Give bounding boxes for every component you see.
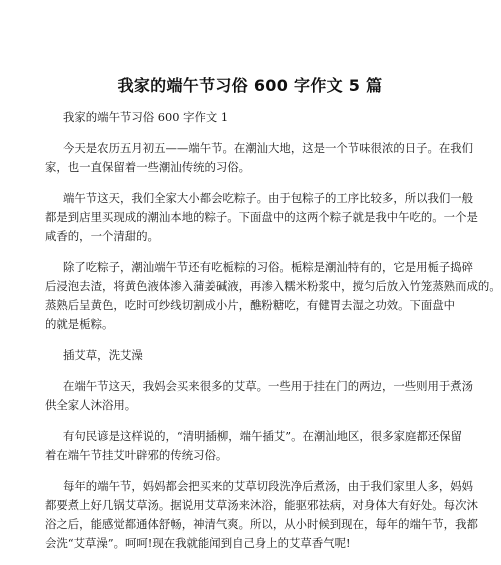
paragraph-line: 家，也一直保留着一些潮汕传统的习俗。 <box>45 160 251 174</box>
paragraph <box>45 427 462 465</box>
paragraph-line: 浴之后，能感觉都通体舒畅，神清气爽。所以，从小时候到现在，每年的端午节，我都 <box>45 517 478 531</box>
document-body <box>45 108 501 565</box>
paragraph-line: 插艾草，洗艾澡 <box>63 348 143 362</box>
paragraph <box>45 189 478 246</box>
section-heading <box>63 108 458 127</box>
paragraph <box>45 377 474 415</box>
paragraph <box>45 258 501 334</box>
paragraph <box>45 139 474 177</box>
paragraph-line: 端午节这天，我们全家大小都会吃粽子。由于包粽子的工序比较多，所以我们一般 <box>63 191 474 205</box>
paragraph-line: 都要煮上好几锅艾草汤。据说用艾草汤来沐浴，能驱邪祛病，对身体大有好处。每次沐 <box>45 498 478 512</box>
paragraph-line: 供全家人沐浴用。 <box>45 398 137 412</box>
paragraph-line: 每年的端午节，妈妈都会把买来的艾草切段洗净后煮汤，由于我们家里人多，妈妈 <box>63 479 474 493</box>
paragraph-line: 我家的端午节习俗 600 字作文 1 <box>63 110 229 124</box>
paragraph-line: 都是到店里买现成的潮汕本地的粽子。下面盘中的这两个粽子就是我中午吃的。一个是 <box>45 210 478 224</box>
paragraph-line: 在端午节这天，我妈会买来很多的艾草。一些用于挂在门的两边，一些则用于煮汤 <box>63 379 474 393</box>
paragraph-line: 蒸熟后呈黄色，吃时可纱线切割成小片，醮粉糖吃，有健胃去湿之功效。下面盘中 <box>45 298 456 312</box>
paragraph-line: 的就是栀粽。 <box>45 317 114 331</box>
paragraph-line: 着在端午节挂艾叶辟邪的传统习俗。 <box>45 448 228 462</box>
paragraph-line: 后浸泡去渣，将黄色液体渗入蒲姜碱液，再渗入糯米粉浆中，搅匀后放入竹笼蒸熟而成的。 <box>45 279 501 293</box>
paragraph-line: 除了吃粽子，潮汕端午节还有吃栀粽的习俗。栀粽是潮汕特有的，它是用栀子捣碎 <box>63 260 474 274</box>
paragraph <box>45 477 478 553</box>
section-heading <box>63 346 458 365</box>
paragraph-line: 咸香的，一个清甜的。 <box>45 229 159 243</box>
paragraph-line: 今天是农历五月初五——端午节。在潮汕大地，这是一个节味很浓的日子。在我们 <box>63 141 474 155</box>
document-title: 我家的端午节习俗 600 字作文 5 篇 <box>117 76 383 95</box>
paragraph-line: 有句民谚是这样说的，“清明插柳，端午插艾”。在潮汕地区，很多家庭都还保留 <box>63 429 462 443</box>
paragraph-line: 会洗“艾草澡”。呵呵!现在我就能闻到自己身上的艾草香气呢! <box>45 536 351 550</box>
